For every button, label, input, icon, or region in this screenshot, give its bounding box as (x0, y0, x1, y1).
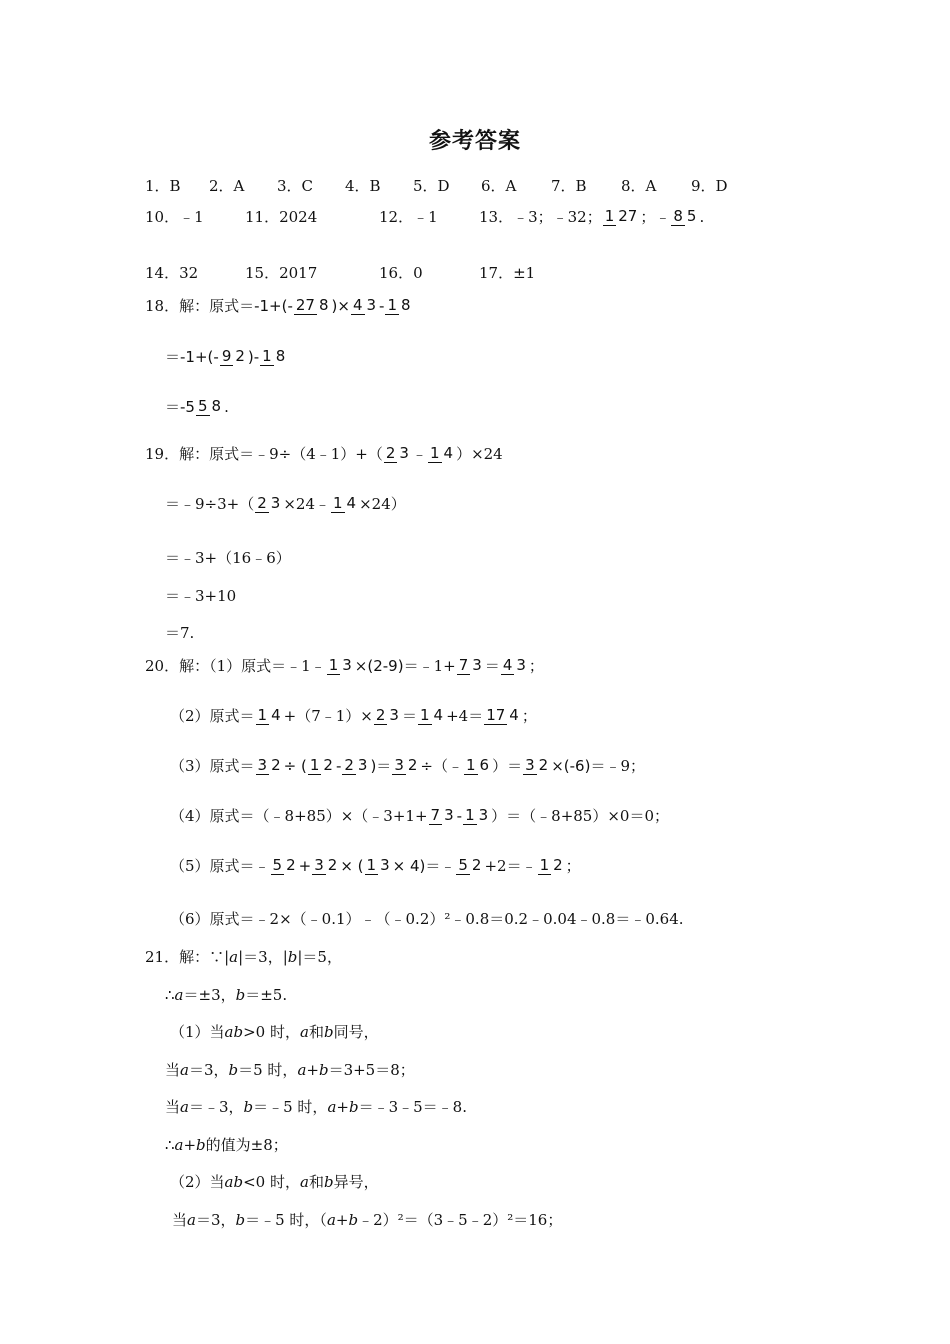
q20-part-4: （4）原式＝（﹣8+85）×（﹣3+1+ 7 3 - 1 3 ）＝（﹣8+85）×0＝0； (170, 805, 670, 825)
answer-7: 7．B (551, 177, 587, 195)
page-title: 参考答案 (428, 129, 521, 154)
q19-line-3: ＝﹣3+（16﹣6） (165, 549, 291, 567)
q21-line-6: ∴ a+b 的值为±8； (165, 1135, 288, 1154)
q19-line-5: ＝7. (165, 624, 195, 642)
fraction: 1 4 (419, 705, 444, 724)
fraction: 4 3 (502, 655, 526, 674)
fraction: 1 8 (387, 295, 411, 314)
answer-8: 8．A (621, 177, 657, 195)
fraction: 27 8 (295, 295, 329, 314)
q21-line-3: （1）当 ab >0 时， a 和 b 同号， (170, 1022, 379, 1041)
fraction: 1 2 (309, 755, 333, 774)
fraction: 2 3 (385, 443, 409, 462)
q20-part-5: （5）原式＝﹣ 5 2 + 3 2 × ( 1 3 × 4) ＝﹣ 5 2 +2＝﹣ 1 2 ； (170, 855, 581, 875)
fraction: 1 8 (262, 346, 286, 365)
q21-line-1: 21．解：∵| a |＝3，| b |＝5， (145, 947, 342, 966)
fraction: 3 2 (394, 755, 418, 774)
answer-12: 12．﹣1 (379, 208, 438, 226)
fraction: 7 3 (430, 805, 454, 824)
answer-13: 13．﹣3；﹣32； (479, 208, 602, 226)
fraction: 17 4 (486, 705, 519, 724)
fraction: 1 2 (539, 855, 563, 874)
fraction: 2 3 (257, 493, 281, 512)
q20-part-2: （2）原式＝ 1 4 +（7﹣1）× 2 3 ＝ 1 4 +4＝ 17 4 ； (170, 705, 537, 725)
fraction: 5 8 (197, 396, 222, 415)
q19-line-1: 19．解：原式＝﹣9÷（4﹣1）+（ 2 3 ﹣ 1 4 ）×24 (145, 443, 503, 463)
choice-answers-row (145, 175, 728, 196)
fraction: 3 2 (257, 755, 281, 774)
fraction: 9 2 (221, 346, 245, 365)
answer-16: 16．0 (379, 264, 423, 282)
answer-14: 14．32 (145, 264, 199, 282)
fraction: 2 3 (375, 705, 399, 724)
q20-part-3: （3）原式＝ 3 2 ÷ ( 1 2 - 2 3 )＝ 3 2 ÷（﹣ 1 6 ）＝ 3 2 × (-6) ＝﹣9； (170, 755, 645, 775)
answer-2: 2．A (209, 177, 245, 195)
q20-part-1: 20．解：（1）原式＝﹣1﹣ 1 3 × (2-9) ＝﹣1+ 7 3 ＝ 4 3 ； (145, 655, 544, 675)
fraction: 1 3 (328, 655, 352, 674)
q19-line-2: ＝﹣9÷3+（ 2 3 ×24﹣ 1 4 ×24） (165, 493, 406, 513)
fraction: 1 27 (604, 206, 638, 225)
fraction: 8 5 (673, 206, 697, 225)
q18-line-1: 18．解：原式＝ -1+(- 27 8 )× 4 3 - 1 8 (145, 295, 411, 315)
fraction: 1 4 (332, 493, 357, 512)
answer-9: 9．D (691, 177, 728, 195)
fraction: 1 3 (465, 805, 489, 824)
answer-5: 5．D (413, 177, 450, 195)
answer-15: 15．2017 (245, 264, 318, 282)
fraction: 3 2 (525, 755, 549, 774)
answer-4: 4．B (345, 177, 381, 195)
fraction: 5 2 (272, 855, 296, 874)
fraction: 5 2 (458, 855, 482, 874)
q19-line-4: ＝﹣3+10 (165, 587, 237, 605)
answer-11: 11．2024 (245, 208, 318, 226)
fraction: 3 2 (314, 855, 338, 874)
fill-answers-row-1: 10．﹣1 11．2024 12．﹣1 13．﹣3；﹣32； 1 27 ；﹣ 8 5 . (145, 206, 705, 226)
answer-6: 6．A (481, 177, 517, 195)
q20-part-6: （6）原式＝﹣2×（﹣0.1）﹣（﹣0.2）²﹣0.8＝0.2﹣0.04﹣0.8＝﹣0.64. (170, 910, 684, 928)
fill-answers-row-2 (145, 262, 535, 283)
answer-10: 10．﹣1 (145, 208, 204, 226)
q18-line-3: ＝ -5 5 8 . (165, 396, 229, 416)
q21-line-5: 当 a ＝﹣3， b ＝﹣5 时， a+b ＝﹣3﹣5＝﹣8. (165, 1097, 467, 1116)
answer-17: 17．±1 (479, 264, 536, 282)
q18-line-2: ＝ -1+(- 9 2 )- 1 8 (165, 346, 286, 366)
fraction: 7 3 (458, 655, 482, 674)
fraction: 4 3 (352, 295, 377, 314)
answer-3: 3．C (277, 177, 314, 195)
q21-line-7: （2）当 ab <0 时， a 和 b 异号， (170, 1172, 379, 1191)
fraction: 1 4 (257, 705, 281, 724)
q21-line-2: ∴ a ＝±3， b ＝±5. (165, 985, 288, 1004)
fraction: 1 6 (465, 755, 490, 774)
q21-line-8: 当 a ＝3， b ＝﹣5 时，（ a+b ﹣2）²＝（3﹣5﹣2）²＝16； (172, 1210, 563, 1229)
answer-1: 1．B (145, 177, 181, 195)
fraction: 1 4 (429, 443, 454, 462)
fraction: 2 3 (344, 755, 368, 774)
fraction: 1 3 (366, 855, 390, 874)
q21-line-4: 当 a ＝3， b ＝5 时， a+b ＝3+5＝8； (165, 1060, 415, 1079)
